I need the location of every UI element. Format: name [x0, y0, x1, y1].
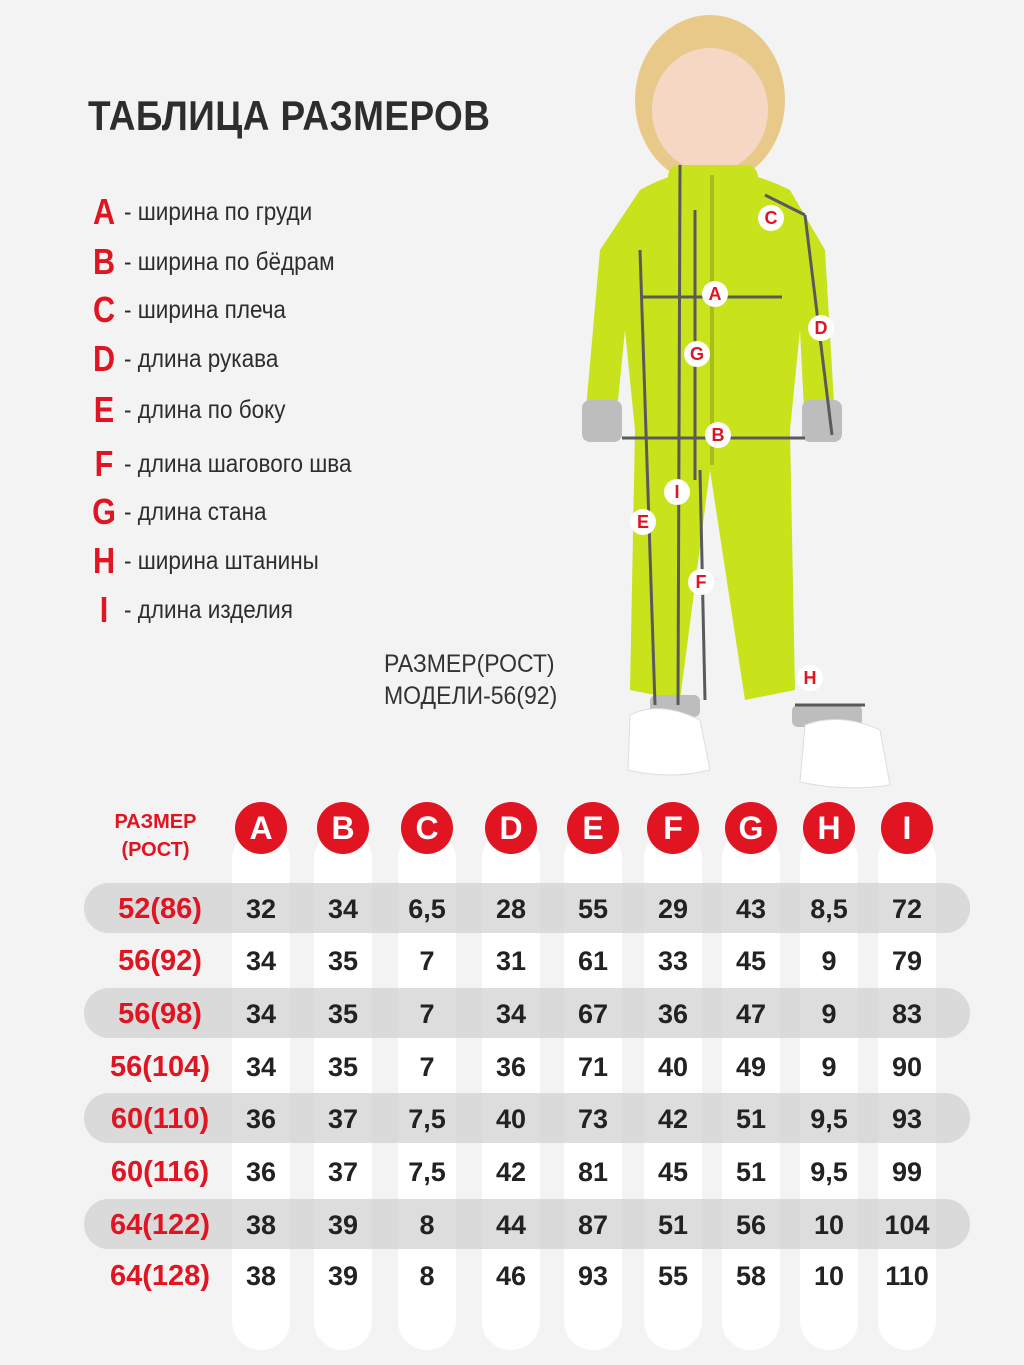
table-cell: 51: [735, 1104, 767, 1134]
table-cell: 40: [657, 1052, 689, 1082]
legend-description: - длина шагового шва: [124, 449, 352, 478]
size-cell: 60(116): [110, 1156, 210, 1188]
legend-row: [88, 288, 304, 332]
table-cell: 39: [327, 1210, 359, 1240]
size-cell: 64(128): [110, 1260, 210, 1292]
table-cell: 28: [495, 894, 527, 924]
table-cell: 104: [884, 1210, 930, 1240]
table-cell: 93: [577, 1261, 609, 1291]
table-cell: 8: [419, 1210, 435, 1240]
table-cell: 9,5: [810, 1157, 848, 1187]
table-cell: 34: [495, 999, 527, 1029]
table-cell: 49: [735, 1052, 767, 1082]
table-cell: 45: [657, 1157, 689, 1187]
table-cell: 6,5: [408, 894, 446, 924]
table-cell: 35: [327, 1052, 359, 1082]
child-model-photo: [560, 0, 1024, 790]
table-cell: 38: [245, 1210, 277, 1240]
legend-description: - ширина по бёдрам: [124, 247, 335, 276]
table-cell: 39: [327, 1261, 359, 1291]
legend-row: [88, 442, 377, 486]
table-cell: 45: [735, 946, 767, 976]
column-header-g: G: [725, 802, 777, 854]
table-cell: 99: [891, 1157, 923, 1187]
legend-description: - ширина по груди: [124, 197, 313, 226]
page-title: ТАБЛИЦА РАЗМЕРОВ: [88, 92, 491, 139]
table-cell: 7: [419, 999, 435, 1029]
table-cell: 46: [495, 1261, 527, 1291]
column-header-h: H: [803, 802, 855, 854]
legend-letter: F: [94, 443, 114, 484]
right-shoe: [800, 720, 890, 788]
table-cell: 42: [657, 1104, 689, 1134]
table-cell: 34: [245, 1052, 277, 1082]
table-cell: 56: [735, 1210, 767, 1240]
table-cell: 51: [657, 1210, 689, 1240]
table-cell: 71: [577, 1052, 609, 1082]
size-header-line2: (РОСТ): [121, 839, 190, 861]
column-header-a: A: [235, 802, 287, 854]
size-cell: 52(86): [118, 893, 202, 925]
table-cell: 8: [419, 1261, 435, 1291]
table-cell: 110: [885, 1261, 929, 1291]
legend-letter: B: [92, 241, 116, 282]
table-cell: 31: [495, 946, 527, 976]
table-cell: 7: [419, 1052, 435, 1082]
table-cell: 7,5: [408, 1157, 446, 1187]
table-cell: 55: [657, 1261, 689, 1291]
model-note-line2: МОДЕЛИ-56(92): [384, 682, 558, 710]
table-cell: 36: [495, 1052, 527, 1082]
table-cell: 34: [327, 894, 359, 924]
left-shoe: [628, 709, 710, 775]
table-cell: 79: [891, 946, 923, 976]
marker-a-label: A: [708, 284, 722, 304]
legend-row: [88, 190, 333, 234]
marker-b-label: B: [711, 425, 725, 445]
model-note-line1: РАЗМЕР(РОСТ): [384, 650, 555, 678]
legend-letter: G: [92, 491, 116, 532]
measure-line-i: [678, 165, 680, 705]
legend-description: - длина по боку: [124, 395, 286, 424]
table-cell: 51: [735, 1157, 767, 1187]
table-cell: 9,5: [810, 1104, 848, 1134]
legend-description: - длина рукава: [124, 344, 279, 373]
table-cell: 87: [577, 1210, 609, 1240]
legend-row: [88, 388, 303, 432]
column-header-c: C: [401, 802, 453, 854]
table-cell: 40: [495, 1104, 527, 1134]
size-column-header: [103, 808, 208, 864]
table-cell: 32: [245, 894, 277, 924]
marker-i-label: I: [674, 482, 680, 502]
column-header-e: E: [567, 802, 619, 854]
legend-letter: I: [99, 589, 109, 630]
size-header-line1: РАЗМЕР: [114, 811, 197, 833]
right-cuff: [802, 400, 842, 442]
legend-description: - ширина штанины: [124, 546, 319, 575]
legend-row: [88, 337, 295, 381]
table-cell: 44: [495, 1210, 527, 1240]
table-cell: 9: [821, 999, 837, 1029]
table-cell: 72: [891, 894, 923, 924]
table-cell: 93: [891, 1104, 923, 1134]
legend-row: [88, 240, 358, 284]
legend-row: [88, 539, 341, 583]
table-cell: 61: [577, 946, 609, 976]
legend-letter: C: [92, 289, 116, 330]
table-cell: 90: [891, 1052, 923, 1082]
marker-e-label: E: [636, 512, 650, 532]
table-cell: 10: [813, 1210, 845, 1240]
table-cell: 29: [657, 894, 689, 924]
column-header-f: F: [647, 802, 699, 854]
legend-letter: A: [92, 191, 116, 232]
table-cell: 73: [577, 1104, 609, 1134]
model-illustration: [560, 0, 1024, 790]
size-cell: 56(98): [118, 998, 202, 1030]
face-shape: [652, 48, 768, 172]
table-cell: 81: [577, 1157, 609, 1187]
legend-description: - ширина плеча: [124, 295, 286, 324]
table-cell: 7,5: [408, 1104, 446, 1134]
table-cell: 36: [245, 1104, 277, 1134]
table-cell: 36: [245, 1157, 277, 1187]
table-cell: 33: [657, 946, 689, 976]
table-cell: 34: [245, 999, 277, 1029]
table-cell: 55: [577, 894, 609, 924]
legend-description: - длина стана: [124, 497, 267, 526]
table-cell: 9: [821, 946, 837, 976]
table-cell: 37: [327, 1157, 359, 1187]
table-cell: 35: [327, 999, 359, 1029]
column-header-d: D: [485, 802, 537, 854]
table-cell: 67: [577, 999, 609, 1029]
table-cell: 7: [419, 946, 435, 976]
size-table: [0, 790, 1024, 1365]
table-cell: 83: [891, 999, 923, 1029]
marker-g-label: G: [689, 344, 705, 364]
column-header-b: B: [317, 802, 369, 854]
table-cell: 58: [735, 1261, 767, 1291]
table-cell: 35: [327, 946, 359, 976]
table-cell: 47: [735, 999, 767, 1029]
size-cell: 64(122): [110, 1209, 210, 1241]
table-cell: 10: [813, 1261, 845, 1291]
legend-row: [88, 490, 282, 534]
marker-c-label: C: [764, 208, 778, 228]
column-header-i: I: [881, 802, 933, 854]
left-cuff: [582, 400, 622, 442]
legend-letter: D: [92, 338, 116, 379]
marker-f-label: F: [695, 572, 707, 592]
table-cell: 38: [245, 1261, 277, 1291]
table-cell: 42: [495, 1157, 527, 1187]
legend-letter: H: [92, 540, 116, 581]
table-cell: 34: [245, 946, 277, 976]
table-cell: 8,5: [810, 894, 848, 924]
size-cell: 56(92): [118, 945, 202, 977]
legend-letter: E: [93, 389, 115, 430]
legend-row: [88, 588, 312, 632]
model-size-note: [384, 648, 557, 712]
table-cell: 37: [327, 1104, 359, 1134]
table-cell: 36: [657, 999, 689, 1029]
marker-h-label: H: [803, 668, 817, 688]
legend-description: - длина изделия: [124, 595, 293, 624]
size-cell: 56(104): [110, 1051, 210, 1083]
size-cell: 60(110): [110, 1103, 210, 1135]
marker-d-label: D: [814, 318, 828, 338]
table-cell: 43: [735, 894, 767, 924]
table-cell: 9: [821, 1052, 837, 1082]
